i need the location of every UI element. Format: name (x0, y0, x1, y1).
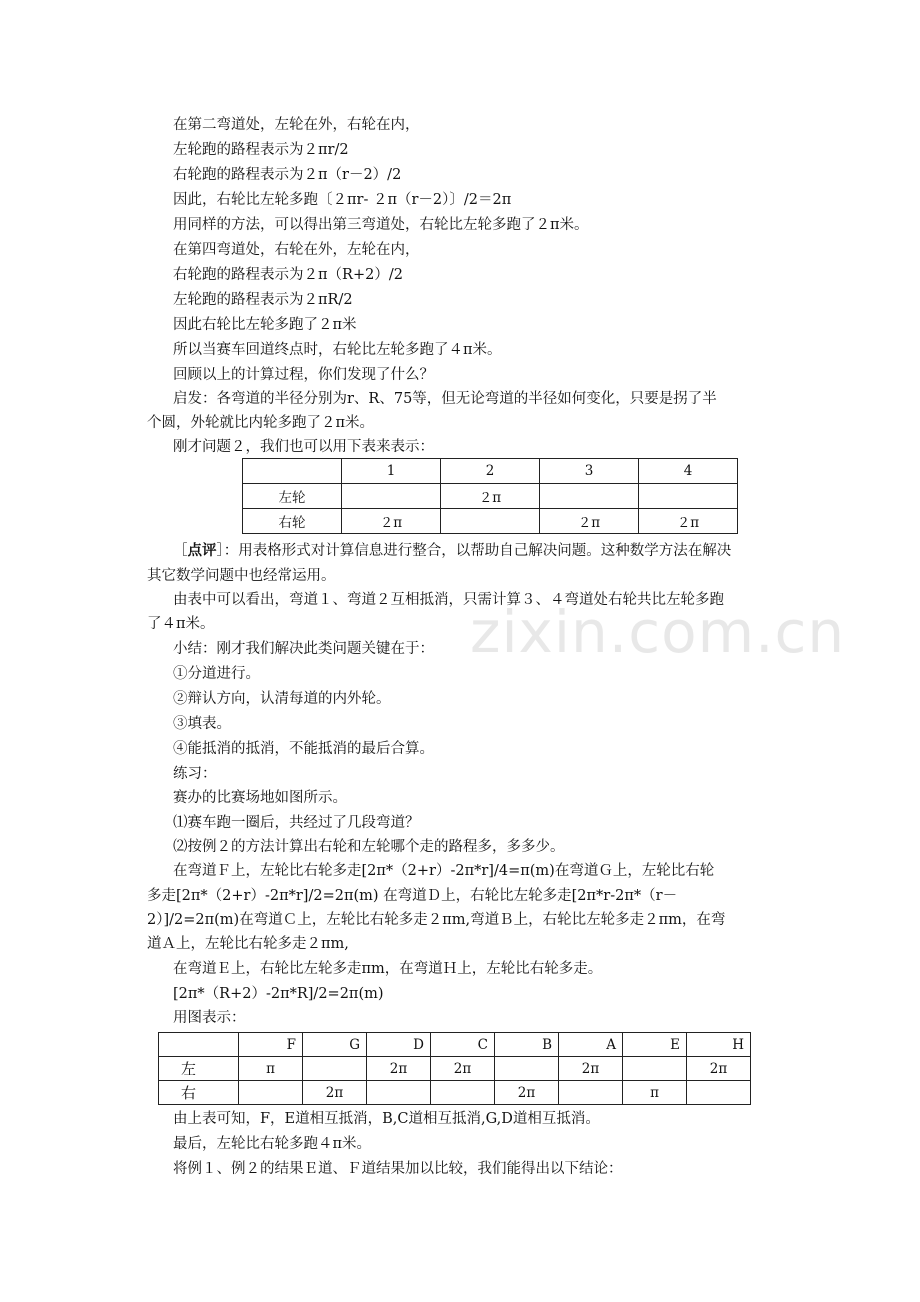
table-cell: 2 (441, 459, 540, 484)
text-line: 赛办的比赛场地如图所示。 (173, 790, 347, 806)
table-cell: 2π (367, 1057, 431, 1081)
text-line: 了４π米。 (147, 616, 215, 632)
text-line: 在弯道Ｆ上，左轮比右轮多走[2π*（2+r）-2π*r]/4=π(m)在弯道Ｇ上，左轮比右轮 (173, 863, 715, 879)
table-cell (159, 1033, 239, 1057)
table-cell: 左 (159, 1057, 239, 1081)
text-line: 启发：各弯道的半径分别为r、R、75等，但无论弯道的半径如何变化，只要是拐了半 (173, 391, 717, 407)
bracket: ［ (173, 543, 188, 559)
text-line: ③填表。 (173, 716, 231, 732)
table-cell (431, 1081, 495, 1105)
text-line: 因此，右轮比左轮多跑〔２πr- ２π（r－2）〕/2＝2π (173, 192, 512, 208)
table-cell (342, 484, 441, 509)
text-line: 小结：刚才我们解决此类问题关键在于： (173, 641, 434, 657)
table-cell: ２π (342, 509, 441, 534)
table-cell: 1 (342, 459, 441, 484)
text-line: ①分道进行。 (173, 666, 260, 682)
text-line: 右轮跑的路程表示为２π（r－2）/2 (173, 167, 402, 183)
table-header-row (243, 459, 738, 484)
table-cell (687, 1081, 751, 1105)
table-cell: 2π (687, 1057, 751, 1081)
text-line: ②辩认方向，认清每道的内外轮。 (173, 691, 391, 707)
table-cell (623, 1057, 687, 1081)
text-line: 用图表示： (173, 1010, 246, 1026)
text-line: 2）]/2=2π(m)在弯道Ｃ上，左轮比右轮多走２πm,弯道Ｂ上，右轮比左轮多走２πm，在弯 (147, 912, 726, 928)
watermark: zixin.com.cn (470, 598, 846, 666)
table-cell: ２π (639, 509, 738, 534)
text-line: 用同样的方法，可以得出第三弯道处，右轮比左轮多跑了２π米。 (173, 217, 589, 233)
table-row (243, 509, 738, 534)
table-cell: 3 (540, 459, 639, 484)
table-cell: H (687, 1033, 751, 1057)
text-line: 在弯道Ｅ上，右轮比左轮多走πm，在弯道Ｈ上，左轮比右轮多走。 (173, 961, 603, 977)
text-line: 在第四弯道处，右轮在外，左轮在内， (173, 242, 420, 258)
text-line: 右轮跑的路程表示为２π（R+2）/2 (173, 267, 403, 283)
table-cell: B (495, 1033, 559, 1057)
table-cell: G (303, 1033, 367, 1057)
text-line: 最后，左轮比右轮多跑４π米。 (173, 1136, 372, 1152)
text-line: ⑵按例２的方法计算出右轮和左轮哪个走的路程多，多多少。 (173, 839, 565, 855)
table-cell: 2π (559, 1057, 623, 1081)
text-line: 左轮跑的路程表示为２πr/2 (173, 142, 349, 158)
table-cell: 右 (159, 1081, 239, 1105)
text-line: 多走[2π*（2+r）-2π*r]/2=2π(m) 在弯道Ｄ上，右轮比左轮多走[2π*r-2π*（r－ (147, 888, 678, 904)
table-cell: 右轮 (243, 509, 342, 534)
text-line: 个圆，外轮就比内轮多跑了２π米。 (147, 415, 375, 431)
curve-table (242, 458, 738, 534)
table-header-row (159, 1033, 751, 1057)
table-cell (559, 1081, 623, 1105)
table-row (243, 484, 738, 509)
table-cell: π (623, 1081, 687, 1105)
text-line: 回顾以上的计算过程，你们发现了什么？ (173, 367, 434, 383)
text-line: 道Ａ上，左轮比右轮多走２πm, (147, 936, 349, 952)
text-line: 刚才问题２，我们也可以用下表来表示： (173, 439, 434, 455)
text-line: 将例１、例２的结果Ｅ道、Ｆ道结果加以比较，我们能得出以下结论： (173, 1161, 623, 1177)
comment-line (173, 541, 731, 561)
text-line: 因此右轮比左轮多跑了２π米 (173, 317, 357, 333)
text-line: 由表中可以看出，弯道１、弯道２互相抵消，只需计算３、４弯道处右轮共比左轮多跑 (173, 592, 724, 608)
table-cell: π (239, 1057, 303, 1081)
comment-keyword: 点评 (187, 542, 217, 559)
table-cell: 4 (639, 459, 738, 484)
table-cell (639, 484, 738, 509)
text-line: 练习： (173, 766, 217, 782)
text-line: ④能抵消的抵消，不能抵消的最后合算。 (173, 741, 434, 757)
comment-text: ］：用表格形式对计算信息进行整合，以帮助自己解决问题。这种数学方法在解决 (216, 543, 732, 559)
table-cell: 2π (495, 1081, 559, 1105)
table-cell (441, 509, 540, 534)
table-cell (540, 484, 639, 509)
text-line: 其它数学问题中也经常运用。 (147, 568, 336, 584)
table-cell: E (623, 1033, 687, 1057)
table-cell (367, 1081, 431, 1105)
table-cell: F (239, 1033, 303, 1057)
table-cell: ２π (540, 509, 639, 534)
table-cell: 2π (303, 1081, 367, 1105)
text-line: 所以当赛车回道终点时，右轮比左轮多跑了４π米。 (173, 342, 502, 358)
table-cell (243, 459, 342, 484)
table-cell: A (559, 1033, 623, 1057)
table-cell (495, 1057, 559, 1081)
table-cell: C (431, 1033, 495, 1057)
table-cell (239, 1081, 303, 1105)
table-cell: ２π (441, 484, 540, 509)
table-cell (303, 1057, 367, 1081)
table-cell: D (367, 1033, 431, 1057)
text-line: 左轮跑的路程表示为２πR/2 (173, 292, 353, 308)
table-cell: 2π (431, 1057, 495, 1081)
text-line: ⑴赛车跑一圈后，共经过了几段弯道？ (173, 815, 420, 831)
table-cell: 左轮 (243, 484, 342, 509)
table-row (159, 1057, 751, 1081)
curve-table-2 (158, 1032, 751, 1105)
table-row (159, 1081, 751, 1105)
text-line: 由上表可知，F，E道相互抵消，B,C道相互抵消,G,D道相互抵消。 (173, 1111, 600, 1127)
text-line: 在第二弯道处，左轮在外，右轮在内， (173, 117, 420, 133)
text-line: [2π*（R+2）-2π*R]/2=2π(m) (173, 986, 384, 1002)
